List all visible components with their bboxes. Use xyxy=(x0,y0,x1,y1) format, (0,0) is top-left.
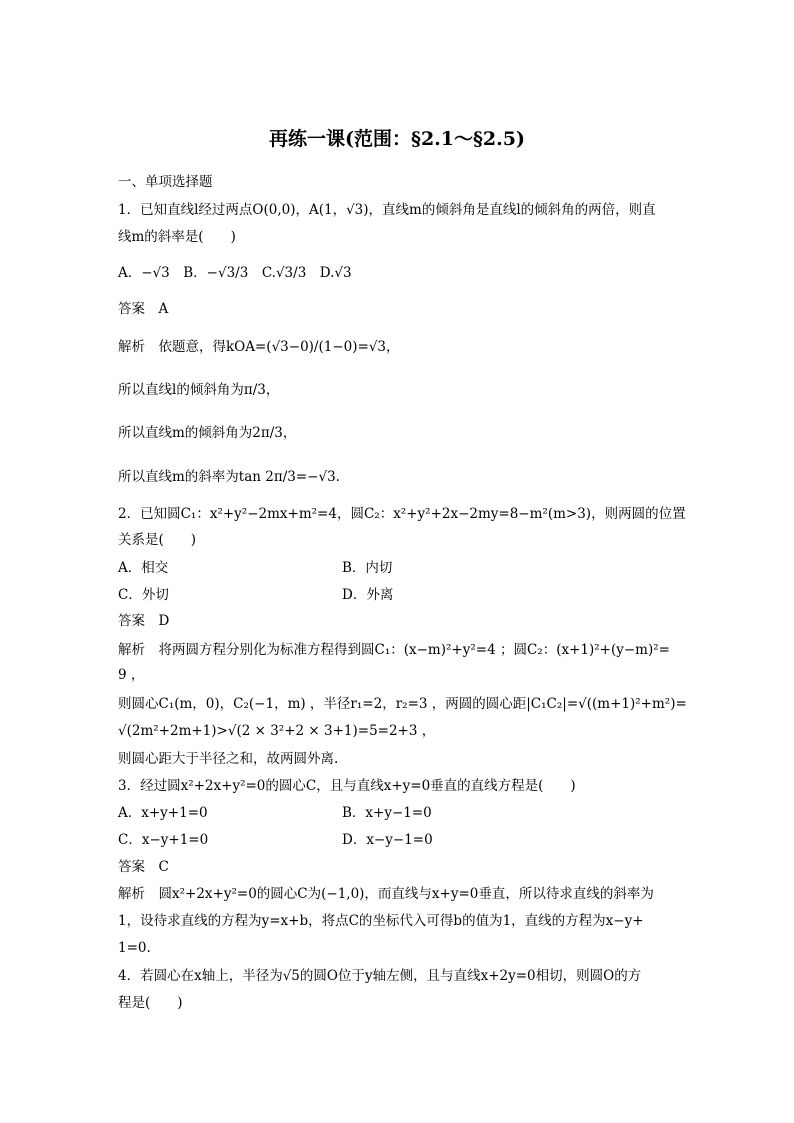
q1-analysis-4: 所以直线m的斜率为tan 2π/3=−√3. xyxy=(118,469,340,485)
q2-analysis-1: 解析 将两圆方程分别化为标准方程得到圆C₁：(x−m)²+y²=4 ；圆C₂：(x+1)²+(y−m)²= xyxy=(118,642,670,658)
q4-stem-line1: 4．若圆心在x轴上，半径为√5的圆O位于y轴左侧，且与直线x+2y=0相切，则圆O的方 xyxy=(118,968,642,984)
section-heading: 一、单项选择题 xyxy=(118,174,213,190)
q2-analysis-4: √(2m²+2m+1)>√(2 × 3²+2 × 3+1)=5=2+3 ， xyxy=(118,723,436,739)
q2-analysis-3: 则圆心C₁(m，0)，C₂(−1，m) ，半径r₁=2，r₂=3 ，两圆的圆心距|C₁C₂|=√((m+1)²+m²)= xyxy=(118,696,687,712)
q3-option-c: C．x−y+1=0 xyxy=(118,832,209,848)
q2-analysis-5: 则圆心距大于半径之和，故两圆外离. xyxy=(118,751,339,767)
page-title: 再练一课(范围：§2.1～§2.5) xyxy=(269,128,525,150)
q3-option-b: B．x+y−1=0 xyxy=(342,805,432,821)
q1-options: A．−√3 B．−√3/3 C.√3/3 D.√3 xyxy=(118,265,352,281)
q1-analysis-3: 所以直线m的倾斜角为2π/3， xyxy=(118,425,297,441)
q2-stem-line1: 2．已知圆C₁：x²+y²−2mx+m²=4，圆C₂：x²+y²+2x−2my=8−m²(m>3)，则两圆的位置 xyxy=(118,506,686,522)
q1-stem-line1: 1．已知直线l经过两点O(0,0)，A(1，√3)，直线m的倾斜角是直线l的倾斜角的两倍，则直 xyxy=(118,202,656,218)
q2-option-d: D．外离 xyxy=(342,587,394,603)
q2-stem-line2: 关系是( ) xyxy=(118,532,197,548)
q2-analysis-2: 9 ， xyxy=(118,667,145,683)
q2-option-c: C．外切 xyxy=(118,587,169,603)
q3-answer: 答案 C xyxy=(118,859,169,875)
q3-analysis-3: 1=0. xyxy=(118,940,151,956)
q2-option-b: B．内切 xyxy=(342,560,393,576)
q1-analysis-1: 解析 依题意，得kOA=(√3−0)/(1−0)=√3， xyxy=(118,339,400,355)
q2-option-a: A．相交 xyxy=(118,560,169,576)
q1-stem-line2: 线m的斜率是( ) xyxy=(118,229,236,245)
q3-stem: 3．经过圆x²+2x+y²=0的圆心C，且与直线x+y=0垂直的直线方程是( ) xyxy=(118,778,576,794)
q1-answer: 答案 A xyxy=(118,301,169,317)
q3-option-a: A．x+y+1=0 xyxy=(118,805,208,821)
q1-analysis-2: 所以直线l的倾斜角为π/3， xyxy=(118,382,280,398)
q3-option-d: D．x−y−1=0 xyxy=(342,832,433,848)
q3-analysis-1: 解析 圆x²+2x+y²=0的圆心C为(−1,0)，而直线与x+y=0垂直，所以待求直线的斜率为 xyxy=(118,886,654,902)
q3-analysis-2: 1，设待求直线的方程为y=x+b，将点C的坐标代入可得b的值为1，直线的方程为x−y+ xyxy=(118,913,644,929)
q4-stem-line2: 程是( ) xyxy=(118,995,183,1011)
q2-answer: 答案 D xyxy=(118,613,170,629)
